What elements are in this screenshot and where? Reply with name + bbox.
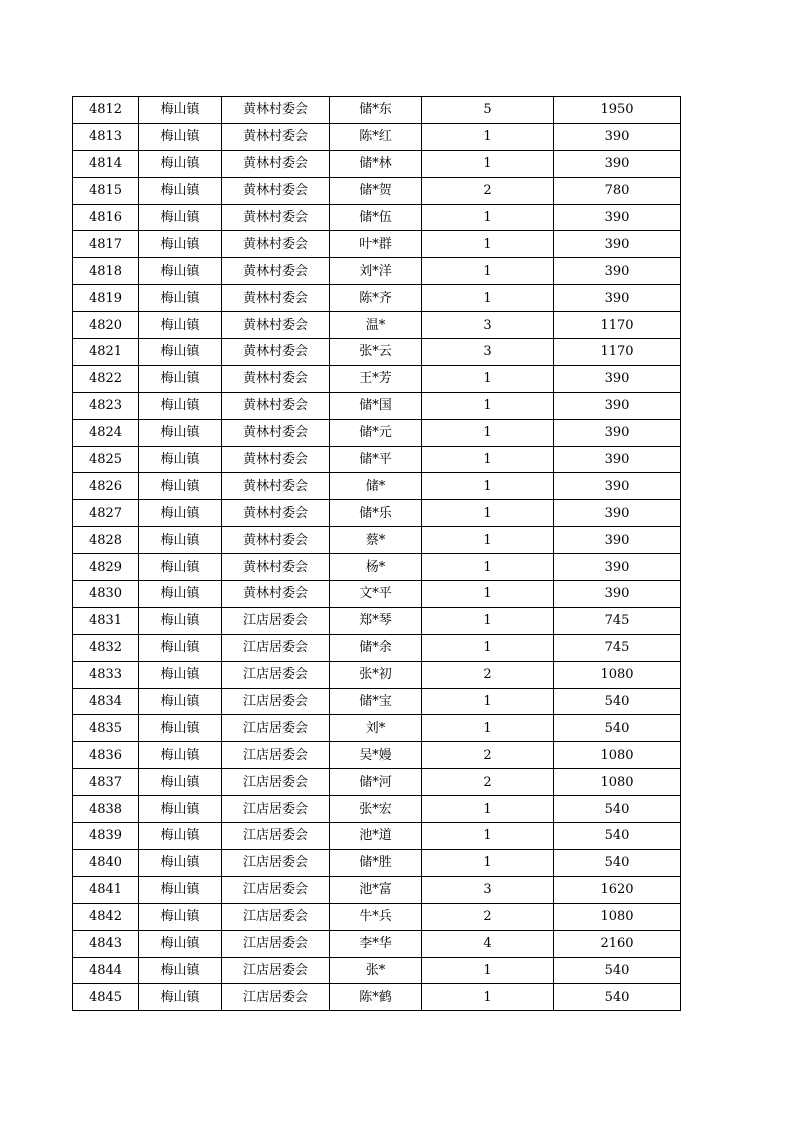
serial-number-cell: 4837: [73, 769, 139, 796]
amount-cell: 745: [554, 607, 681, 634]
serial-number-cell: 4815: [73, 177, 139, 204]
table-row: [73, 527, 681, 554]
name-cell: 储*宝: [330, 688, 422, 715]
serial-number-cell: 4831: [73, 607, 139, 634]
name-cell: 陈*鹤: [330, 984, 422, 1011]
village-committee-cell: 黄林村委会: [222, 150, 330, 177]
name-cell: 储*林: [330, 150, 422, 177]
village-committee-cell: 黄林村委会: [222, 392, 330, 419]
town-cell: 梅山镇: [139, 796, 222, 823]
count-cell: 3: [422, 339, 554, 366]
name-cell: 储*东: [330, 97, 422, 124]
serial-number-cell: 4838: [73, 796, 139, 823]
name-cell: 王*芳: [330, 365, 422, 392]
count-cell: 1: [422, 715, 554, 742]
count-cell: 1: [422, 258, 554, 285]
town-cell: 梅山镇: [139, 258, 222, 285]
name-cell: 储*贺: [330, 177, 422, 204]
town-cell: 梅山镇: [139, 231, 222, 258]
name-cell: 吴*嫚: [330, 742, 422, 769]
amount-cell: 540: [554, 849, 681, 876]
serial-number-cell: 4821: [73, 339, 139, 366]
serial-number-cell: 4820: [73, 312, 139, 339]
count-cell: 1: [422, 204, 554, 231]
village-committee-cell: 黄林村委会: [222, 500, 330, 527]
serial-number-cell: 4818: [73, 258, 139, 285]
count-cell: 1: [422, 984, 554, 1011]
amount-cell: 390: [554, 285, 681, 312]
name-cell: 储*余: [330, 634, 422, 661]
serial-number-cell: 4816: [73, 204, 139, 231]
count-cell: 2: [422, 661, 554, 688]
amount-cell: 1950: [554, 97, 681, 124]
serial-number-cell: 4840: [73, 849, 139, 876]
name-cell: 储*平: [330, 446, 422, 473]
table-row: [73, 339, 681, 366]
count-cell: 5: [422, 97, 554, 124]
village-committee-cell: 黄林村委会: [222, 97, 330, 124]
amount-cell: 540: [554, 715, 681, 742]
town-cell: 梅山镇: [139, 312, 222, 339]
village-committee-cell: 江店居委会: [222, 984, 330, 1011]
count-cell: 1: [422, 473, 554, 500]
name-cell: 储*伍: [330, 204, 422, 231]
table-row: [73, 150, 681, 177]
village-committee-cell: 黄林村委会: [222, 419, 330, 446]
count-cell: 1: [422, 554, 554, 581]
serial-number-cell: 4842: [73, 903, 139, 930]
name-cell: 储*乐: [330, 500, 422, 527]
village-committee-cell: 黄林村委会: [222, 554, 330, 581]
serial-number-cell: 4833: [73, 661, 139, 688]
village-committee-cell: 江店居委会: [222, 796, 330, 823]
town-cell: 梅山镇: [139, 715, 222, 742]
amount-cell: 390: [554, 446, 681, 473]
serial-number-cell: 4825: [73, 446, 139, 473]
count-cell: 1: [422, 500, 554, 527]
amount-cell: 390: [554, 392, 681, 419]
amount-cell: 540: [554, 823, 681, 850]
name-cell: 牛*兵: [330, 903, 422, 930]
table-row: [73, 446, 681, 473]
name-cell: 储*元: [330, 419, 422, 446]
serial-number-cell: 4813: [73, 123, 139, 150]
table-row: [73, 930, 681, 957]
town-cell: 梅山镇: [139, 446, 222, 473]
count-cell: 4: [422, 930, 554, 957]
table-row: [73, 769, 681, 796]
table-row: [73, 688, 681, 715]
village-committee-cell: 黄林村委会: [222, 581, 330, 608]
town-cell: 梅山镇: [139, 419, 222, 446]
town-cell: 梅山镇: [139, 365, 222, 392]
name-cell: 张*宏: [330, 796, 422, 823]
town-cell: 梅山镇: [139, 607, 222, 634]
count-cell: 1: [422, 527, 554, 554]
count-cell: 1: [422, 607, 554, 634]
town-cell: 梅山镇: [139, 500, 222, 527]
amount-cell: 1170: [554, 339, 681, 366]
amount-cell: 390: [554, 204, 681, 231]
amount-cell: 390: [554, 150, 681, 177]
table-row: [73, 231, 681, 258]
town-cell: 梅山镇: [139, 957, 222, 984]
table-row: [73, 285, 681, 312]
count-cell: 1: [422, 123, 554, 150]
village-committee-cell: 江店居委会: [222, 607, 330, 634]
town-cell: 梅山镇: [139, 769, 222, 796]
village-committee-cell: 黄林村委会: [222, 473, 330, 500]
name-cell: 储*胜: [330, 849, 422, 876]
amount-cell: 1170: [554, 312, 681, 339]
village-committee-cell: 黄林村委会: [222, 177, 330, 204]
town-cell: 梅山镇: [139, 123, 222, 150]
count-cell: 1: [422, 392, 554, 419]
table-row: [73, 312, 681, 339]
table-row: [73, 607, 681, 634]
town-cell: 梅山镇: [139, 527, 222, 554]
table-row: [73, 823, 681, 850]
serial-number-cell: 4828: [73, 527, 139, 554]
table-row: [73, 849, 681, 876]
serial-number-cell: 4826: [73, 473, 139, 500]
count-cell: 3: [422, 876, 554, 903]
amount-cell: 390: [554, 231, 681, 258]
name-cell: 张*初: [330, 661, 422, 688]
amount-cell: 1080: [554, 661, 681, 688]
serial-number-cell: 4814: [73, 150, 139, 177]
table-row: [73, 258, 681, 285]
name-cell: 文*平: [330, 581, 422, 608]
village-committee-cell: 江店居委会: [222, 634, 330, 661]
table-row: [73, 796, 681, 823]
village-committee-cell: 黄林村委会: [222, 231, 330, 258]
name-cell: 池*富: [330, 876, 422, 903]
table-row: [73, 715, 681, 742]
village-committee-cell: 黄林村委会: [222, 123, 330, 150]
count-cell: 1: [422, 285, 554, 312]
count-cell: 1: [422, 957, 554, 984]
name-cell: 陈*红: [330, 123, 422, 150]
amount-cell: 780: [554, 177, 681, 204]
amount-cell: 390: [554, 554, 681, 581]
table-row: [73, 123, 681, 150]
amount-cell: 1080: [554, 769, 681, 796]
table-row: [73, 554, 681, 581]
table-row: [73, 177, 681, 204]
village-committee-cell: 黄林村委会: [222, 285, 330, 312]
village-committee-cell: 黄林村委会: [222, 365, 330, 392]
table-row: [73, 365, 681, 392]
table-row: [73, 581, 681, 608]
table-row: [73, 876, 681, 903]
serial-number-cell: 4824: [73, 419, 139, 446]
village-committee-cell: 江店居委会: [222, 688, 330, 715]
count-cell: 2: [422, 769, 554, 796]
name-cell: 杨*: [330, 554, 422, 581]
serial-number-cell: 4845: [73, 984, 139, 1011]
name-cell: 池*道: [330, 823, 422, 850]
name-cell: 储*国: [330, 392, 422, 419]
amount-cell: 390: [554, 473, 681, 500]
village-committee-cell: 江店居委会: [222, 823, 330, 850]
village-committee-cell: 黄林村委会: [222, 312, 330, 339]
village-committee-cell: 黄林村委会: [222, 258, 330, 285]
town-cell: 梅山镇: [139, 473, 222, 500]
amount-cell: 1080: [554, 903, 681, 930]
town-cell: 梅山镇: [139, 97, 222, 124]
serial-number-cell: 4812: [73, 97, 139, 124]
serial-number-cell: 4822: [73, 365, 139, 392]
count-cell: 3: [422, 312, 554, 339]
serial-number-cell: 4841: [73, 876, 139, 903]
serial-number-cell: 4830: [73, 581, 139, 608]
table-row: [73, 500, 681, 527]
table-row: [73, 97, 681, 124]
town-cell: 梅山镇: [139, 339, 222, 366]
table-row: [73, 473, 681, 500]
table-row: [73, 984, 681, 1011]
amount-cell: 390: [554, 419, 681, 446]
serial-number-cell: 4835: [73, 715, 139, 742]
amount-cell: 2160: [554, 930, 681, 957]
name-cell: 温*: [330, 312, 422, 339]
count-cell: 1: [422, 634, 554, 661]
village-committee-cell: 江店居委会: [222, 715, 330, 742]
town-cell: 梅山镇: [139, 984, 222, 1011]
town-cell: 梅山镇: [139, 688, 222, 715]
amount-cell: 390: [554, 527, 681, 554]
table-row: [73, 903, 681, 930]
amount-cell: 390: [554, 581, 681, 608]
town-cell: 梅山镇: [139, 150, 222, 177]
village-committee-cell: 江店居委会: [222, 876, 330, 903]
village-committee-cell: 黄林村委会: [222, 204, 330, 231]
amount-cell: 540: [554, 688, 681, 715]
subsidy-roster-table: [72, 96, 681, 1011]
serial-number-cell: 4819: [73, 285, 139, 312]
table-row: [73, 742, 681, 769]
town-cell: 梅山镇: [139, 177, 222, 204]
amount-cell: 540: [554, 796, 681, 823]
amount-cell: 1620: [554, 876, 681, 903]
table-row: [73, 661, 681, 688]
village-committee-cell: 江店居委会: [222, 661, 330, 688]
name-cell: 叶*群: [330, 231, 422, 258]
amount-cell: 390: [554, 123, 681, 150]
village-committee-cell: 黄林村委会: [222, 446, 330, 473]
serial-number-cell: 4839: [73, 823, 139, 850]
amount-cell: 390: [554, 365, 681, 392]
table-row: [73, 392, 681, 419]
serial-number-cell: 4827: [73, 500, 139, 527]
count-cell: 1: [422, 365, 554, 392]
town-cell: 梅山镇: [139, 554, 222, 581]
town-cell: 梅山镇: [139, 742, 222, 769]
village-committee-cell: 江店居委会: [222, 903, 330, 930]
serial-number-cell: 4823: [73, 392, 139, 419]
count-cell: 1: [422, 849, 554, 876]
village-committee-cell: 江店居委会: [222, 742, 330, 769]
town-cell: 梅山镇: [139, 204, 222, 231]
count-cell: 1: [422, 446, 554, 473]
serial-number-cell: 4832: [73, 634, 139, 661]
amount-cell: 745: [554, 634, 681, 661]
town-cell: 梅山镇: [139, 392, 222, 419]
serial-number-cell: 4834: [73, 688, 139, 715]
name-cell: 蔡*: [330, 527, 422, 554]
count-cell: 2: [422, 177, 554, 204]
serial-number-cell: 4843: [73, 930, 139, 957]
amount-cell: 390: [554, 258, 681, 285]
name-cell: 李*华: [330, 930, 422, 957]
count-cell: 1: [422, 231, 554, 258]
count-cell: 1: [422, 796, 554, 823]
serial-number-cell: 4844: [73, 957, 139, 984]
village-committee-cell: 江店居委会: [222, 849, 330, 876]
serial-number-cell: 4829: [73, 554, 139, 581]
town-cell: 梅山镇: [139, 581, 222, 608]
amount-cell: 390: [554, 500, 681, 527]
town-cell: 梅山镇: [139, 903, 222, 930]
town-cell: 梅山镇: [139, 876, 222, 903]
table-row: [73, 957, 681, 984]
town-cell: 梅山镇: [139, 285, 222, 312]
name-cell: 刘*: [330, 715, 422, 742]
amount-cell: 540: [554, 957, 681, 984]
count-cell: 1: [422, 419, 554, 446]
village-committee-cell: 江店居委会: [222, 957, 330, 984]
serial-number-cell: 4817: [73, 231, 139, 258]
name-cell: 陈*齐: [330, 285, 422, 312]
count-cell: 2: [422, 742, 554, 769]
table-row: [73, 634, 681, 661]
count-cell: 1: [422, 150, 554, 177]
name-cell: 张*云: [330, 339, 422, 366]
village-committee-cell: 江店居委会: [222, 930, 330, 957]
name-cell: 储*河: [330, 769, 422, 796]
roster-body: [73, 97, 681, 1011]
table-row: [73, 204, 681, 231]
village-committee-cell: 江店居委会: [222, 769, 330, 796]
count-cell: 1: [422, 688, 554, 715]
name-cell: 张*: [330, 957, 422, 984]
count-cell: 1: [422, 581, 554, 608]
name-cell: 刘*洋: [330, 258, 422, 285]
name-cell: 储*: [330, 473, 422, 500]
amount-cell: 1080: [554, 742, 681, 769]
village-committee-cell: 黄林村委会: [222, 527, 330, 554]
name-cell: 郑*琴: [330, 607, 422, 634]
count-cell: 2: [422, 903, 554, 930]
town-cell: 梅山镇: [139, 849, 222, 876]
amount-cell: 540: [554, 984, 681, 1011]
count-cell: 1: [422, 823, 554, 850]
town-cell: 梅山镇: [139, 661, 222, 688]
town-cell: 梅山镇: [139, 634, 222, 661]
table-row: [73, 419, 681, 446]
town-cell: 梅山镇: [139, 823, 222, 850]
town-cell: 梅山镇: [139, 930, 222, 957]
village-committee-cell: 黄林村委会: [222, 339, 330, 366]
serial-number-cell: 4836: [73, 742, 139, 769]
